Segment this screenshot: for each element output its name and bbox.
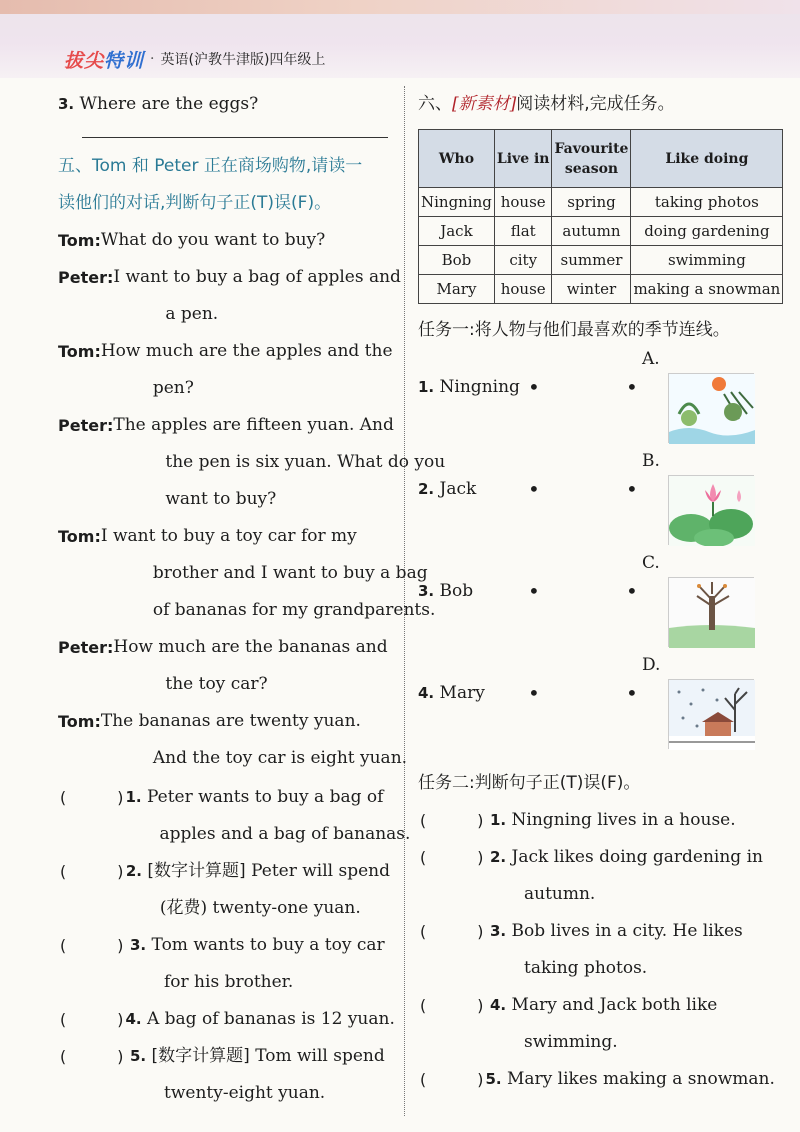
tf-question	[418, 839, 768, 913]
question-3: 3. Where are the eggs?	[58, 94, 259, 114]
table-cell: Jack	[419, 217, 495, 246]
page-header	[0, 0, 800, 78]
section-5-title: 五、Tom 和 Peter 正在商场购物,请读一 读他们的对话,判断句子正(T)误(F)。	[58, 156, 363, 213]
dialogue-line	[58, 518, 436, 629]
table-cell: winter	[552, 275, 631, 304]
match-name: 3. Bob	[418, 581, 474, 601]
table-cell: spring	[552, 188, 631, 217]
speech-text: What do you want to buy?	[100, 230, 326, 250]
table-row	[419, 217, 783, 246]
right-questions	[418, 802, 775, 1098]
option-letter: C.	[642, 553, 660, 573]
tf-question	[58, 853, 390, 927]
summer-scene-icon	[668, 373, 754, 443]
task-2-title: 任务二:判断句子正(T)误(F)。	[418, 773, 641, 793]
question-number: 2.	[125, 862, 142, 880]
question-text: 3. Tom wants to buy a toy car for his brother.	[130, 935, 385, 992]
answer-blank[interactable]: ( )	[418, 811, 486, 830]
match-row	[418, 655, 768, 755]
match-dot-left[interactable]: •	[528, 579, 540, 603]
option-letter: A.	[642, 349, 660, 369]
question-text: 5. [数字计算题] Tom will spend twenty-eight yuan.	[130, 1046, 385, 1103]
speaker-label: Peter:	[58, 638, 114, 657]
table-cell: autumn	[552, 217, 631, 246]
matching-exercise	[418, 349, 768, 779]
speaker-label: Tom:	[58, 712, 101, 731]
table-row	[419, 275, 783, 304]
match-dot-right[interactable]: •	[626, 681, 638, 705]
table-header: Live in	[494, 130, 552, 188]
speaker-label: Tom:	[58, 527, 101, 546]
speech-text: The apples are fifteen yuan. And the pen is six yuan. What do you want to buy?	[113, 415, 446, 509]
tf-question	[58, 1001, 395, 1038]
speaker-label: Peter:	[58, 416, 114, 435]
match-row	[418, 451, 768, 551]
table-header-row	[419, 130, 783, 188]
speech-text: The bananas are twenty yuan. And the toy car is eight yuan.	[100, 711, 408, 768]
table-cell: house	[494, 188, 552, 217]
answer-blank[interactable]: ( )	[418, 996, 486, 1015]
question-number: 2.	[490, 848, 507, 866]
table-row	[419, 246, 783, 275]
dialogue-line	[58, 333, 393, 407]
table-cell: making a snowman	[631, 275, 783, 304]
table-cell: taking photos	[631, 188, 783, 217]
book-subtitle: 英语(沪教牛津版)四年级上	[160, 52, 326, 68]
answer-blank[interactable]: ( )	[58, 1047, 126, 1066]
table-header: Who	[419, 130, 495, 188]
tf-question	[58, 927, 390, 1001]
match-name: 2. Jack	[418, 479, 477, 499]
tf-question	[418, 802, 768, 839]
question-number: 1.	[490, 811, 507, 829]
left-questions	[58, 779, 411, 1112]
section-6-title: 六、[新素材]阅读材料,完成任务。	[418, 94, 675, 114]
question-number: 3.	[130, 936, 147, 954]
question-tag: [数字计算题]	[147, 861, 246, 881]
question-text: 4. Mary and Jack both like swimming.	[490, 995, 718, 1052]
answer-line	[82, 137, 388, 138]
speaker-label: Peter:	[58, 268, 114, 287]
tf-question	[418, 913, 768, 987]
table-cell: swimming	[631, 246, 783, 275]
tf-question	[418, 1061, 775, 1098]
question-number: 1.	[125, 788, 142, 806]
tf-question	[418, 987, 768, 1061]
answer-blank[interactable]: ( )	[418, 922, 486, 941]
match-dot-right[interactable]: •	[626, 579, 638, 603]
question-number: 5.	[130, 1047, 147, 1065]
speech-text: I want to buy a bag of apples and a pen.	[113, 267, 401, 324]
tf-question	[58, 1038, 390, 1112]
tf-question	[58, 779, 411, 853]
question-text: 1. Ningning lives in a house.	[490, 810, 736, 830]
question-number: 3.	[490, 922, 507, 940]
question-text: 5. Mary likes making a snowman.	[485, 1069, 775, 1089]
right-column	[418, 86, 781, 1098]
task-1-title: 任务一:将人物与他们最喜欢的季节连线。	[418, 320, 730, 340]
question-number: 4.	[490, 996, 507, 1014]
match-dot-left[interactable]: •	[528, 477, 540, 501]
table-row	[419, 188, 783, 217]
question-tag: [数字计算题]	[151, 1046, 250, 1066]
brand-logo: 拔尖特训	[64, 49, 145, 72]
brand-dot: ·	[150, 51, 155, 67]
speech-text: I want to buy a toy car for my brother and I want to buy a bag of bananas for my grandparents.	[100, 526, 436, 620]
table-header: Favourite season	[552, 130, 631, 188]
table-cell: Ningning	[419, 188, 495, 217]
table-cell: city	[494, 246, 552, 275]
header-band	[0, 0, 800, 14]
autumn-tree-icon	[668, 577, 754, 647]
option-letter: D.	[642, 655, 661, 675]
brand	[64, 46, 325, 72]
question-text: 2. Jack likes doing gardening in autumn.	[490, 847, 763, 904]
table-cell: summer	[552, 246, 631, 275]
answer-blank[interactable]: ( )	[418, 848, 486, 867]
table-cell: Bob	[419, 246, 495, 275]
match-row	[418, 553, 768, 653]
option-letter: B.	[642, 451, 660, 471]
answer-blank[interactable]: ( )	[58, 862, 126, 881]
table-cell: flat	[494, 217, 552, 246]
question-text: 2. [数字计算题] Peter will spend (花费) twenty-one yuan.	[125, 861, 390, 918]
dialogue-line	[58, 703, 408, 777]
speaker-label: Tom:	[58, 231, 101, 250]
dialogue-line	[58, 259, 401, 333]
match-dot-right[interactable]: •	[626, 375, 638, 399]
table-cell: Mary	[419, 275, 495, 304]
speaker-label: Tom:	[58, 342, 101, 361]
answer-blank[interactable]: ( )	[58, 788, 126, 807]
match-dot-left[interactable]: •	[528, 375, 540, 399]
match-dot-right[interactable]: •	[626, 477, 638, 501]
winter-snow-icon	[668, 679, 754, 749]
answer-blank[interactable]: ( )	[58, 936, 126, 955]
question-number: 5.	[485, 1070, 502, 1088]
lotus-scene-icon	[668, 475, 754, 545]
table-cell: house	[494, 275, 552, 304]
dialogue-line	[58, 222, 390, 259]
match-name: 4. Mary	[418, 683, 485, 703]
answer-blank[interactable]: ( )	[418, 1070, 486, 1089]
question-text: 1. Peter wants to buy a bag of apples and a bag of bananas.	[125, 787, 411, 844]
question-number: 4.	[125, 1010, 142, 1028]
answer-blank[interactable]: ( )	[58, 1010, 126, 1029]
match-row	[418, 349, 768, 449]
match-name: 1. Ningning	[418, 377, 520, 397]
dialogue-line	[58, 407, 446, 518]
speech-text: How much are the apples and the pen?	[100, 341, 393, 398]
dialogue-line	[58, 629, 390, 703]
question-text: 4. A bag of bananas is 12 yuan.	[125, 1009, 395, 1029]
match-dot-left[interactable]: •	[528, 681, 540, 705]
speech-text: How much are the bananas and the toy car?	[113, 637, 388, 694]
table-header: Like doing	[631, 130, 783, 188]
info-table	[418, 129, 783, 304]
table-cell: doing gardening	[631, 217, 783, 246]
question-text: 3. Bob lives in a city. He likes taking photos.	[490, 921, 743, 978]
